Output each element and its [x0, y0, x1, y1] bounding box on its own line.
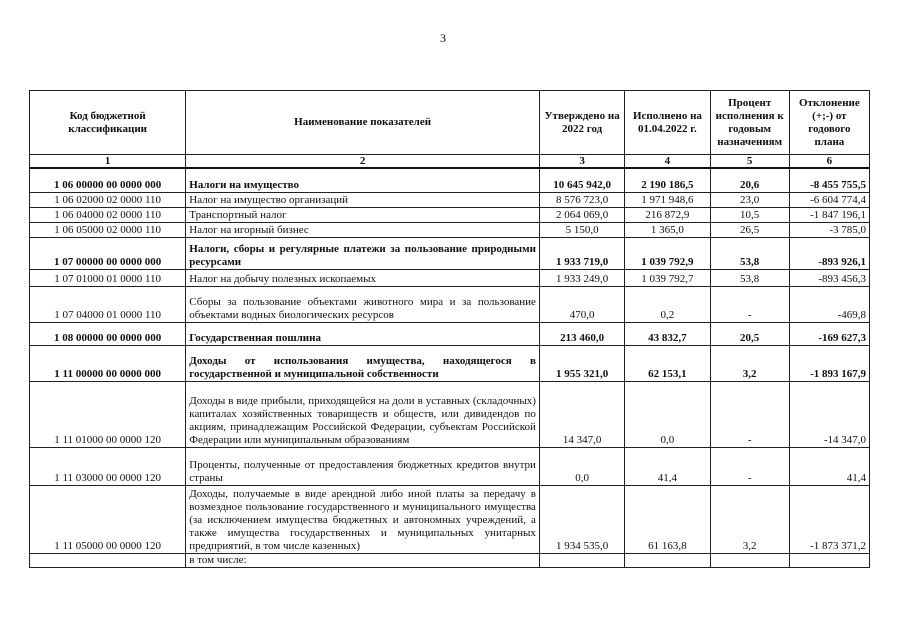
code-cell: 1 11 00000 00 0000 000 — [30, 345, 186, 381]
approved-cell: 213 460,0 — [539, 322, 624, 345]
percent-cell: 10,5 — [710, 207, 789, 222]
table-row — [30, 192, 870, 207]
executed-cell: 0,0 — [625, 381, 710, 447]
budget-table — [29, 90, 870, 568]
page-number: 3 — [440, 31, 446, 45]
percent-cell: - — [710, 286, 789, 322]
name-cell: Доходы в виде прибыли, приходящейся на доли в уставных (складочных) капиталах хозяйственных товариществ и обществ, или дивидендов по акциям, принадлежащим Российской Федерации, субъектам Российской Федерации или муниципальным образованиям — [186, 381, 540, 447]
approved-cell: 10 645 942,0 — [539, 168, 624, 192]
executed-cell: 1 039 792,9 — [625, 237, 710, 269]
code-cell: 1 11 05000 00 0000 120 — [30, 485, 186, 553]
table-row — [30, 322, 870, 345]
executed-cell: 61 163,8 — [625, 485, 710, 553]
table-row — [30, 485, 870, 553]
approved-cell: 14 347,0 — [539, 381, 624, 447]
table-row — [30, 345, 870, 381]
name-cell: Налог на имущество организаций — [186, 192, 540, 207]
header-row — [30, 91, 870, 155]
header-approved: Утверждено на 2022 год — [539, 91, 624, 155]
header-executed: Исполнено на 01.04.2022 г. — [625, 91, 710, 155]
header-code: Код бюджетной классификации — [30, 91, 186, 155]
executed-cell: 1 365,0 — [625, 222, 710, 237]
deviation-cell: -469,8 — [789, 286, 869, 322]
table-row — [30, 447, 870, 485]
percent-cell: - — [710, 447, 789, 485]
code-cell: 1 11 03000 00 0000 120 — [30, 447, 186, 485]
executed-cell: 0,2 — [625, 286, 710, 322]
executed-cell: 216 872,9 — [625, 207, 710, 222]
code-cell: 1 06 00000 00 0000 000 — [30, 168, 186, 192]
table-row — [30, 237, 870, 269]
deviation-cell: -893 456,3 — [789, 269, 869, 286]
table-row — [30, 168, 870, 192]
code-cell: 1 08 00000 00 0000 000 — [30, 322, 186, 345]
name-cell: Транспортный налог — [186, 207, 540, 222]
approved-cell: 1 933 719,0 — [539, 237, 624, 269]
header-percent: Процент исполнения к годовым назначениям — [710, 91, 789, 155]
executed-cell: 2 190 186,5 — [625, 168, 710, 192]
table-row — [30, 207, 870, 222]
name-cell: Проценты, полученные от предоставления бюджетных кредитов внутри страны — [186, 447, 540, 485]
table-row — [30, 222, 870, 237]
deviation-cell: -14 347,0 — [789, 381, 869, 447]
code-cell — [30, 553, 186, 567]
approved-cell: 5 150,0 — [539, 222, 624, 237]
deviation-cell: -1 893 167,9 — [789, 345, 869, 381]
name-cell: Налоги на имущество — [186, 168, 540, 192]
table-row — [30, 269, 870, 286]
name-cell: Доходы, получаемые в виде арендной либо иной платы за передачу в возмездное пользование государственного и муниципального имущества (за исключением имущества бюджетных и автономных учреждений, а также имущества государственных и муниципальных унитарных предприятий, в том числе казенных) — [186, 485, 540, 553]
percent-cell: 20,6 — [710, 168, 789, 192]
name-cell: в том числе: — [186, 553, 540, 567]
column-number: 5 — [710, 155, 789, 169]
code-cell: 1 07 01000 01 0000 110 — [30, 269, 186, 286]
executed-cell: 62 153,1 — [625, 345, 710, 381]
table-row — [30, 381, 870, 447]
deviation-cell: -8 455 755,5 — [789, 168, 869, 192]
header-name: Наименование показателей — [186, 91, 540, 155]
table-row — [30, 553, 870, 567]
approved-cell: 1 934 535,0 — [539, 485, 624, 553]
deviation-cell: -169 627,3 — [789, 322, 869, 345]
code-cell: 1 07 04000 01 0000 110 — [30, 286, 186, 322]
approved-cell — [539, 553, 624, 567]
deviation-cell: -893 926,1 — [789, 237, 869, 269]
name-cell: Налоги, сборы и регулярные платежи за пользование природными ресурсами — [186, 237, 540, 269]
header-deviation: Отклонение (+;-) от годового плана — [789, 91, 869, 155]
code-cell: 1 06 02000 02 0000 110 — [30, 192, 186, 207]
approved-cell: 0,0 — [539, 447, 624, 485]
deviation-cell: -1 847 196,1 — [789, 207, 869, 222]
percent-cell: 53,8 — [710, 269, 789, 286]
deviation-cell: 41,4 — [789, 447, 869, 485]
column-number: 6 — [789, 155, 869, 169]
column-number: 4 — [625, 155, 710, 169]
executed-cell — [625, 553, 710, 567]
approved-cell: 1 955 321,0 — [539, 345, 624, 381]
percent-cell: 3,2 — [710, 485, 789, 553]
percent-cell: 26,5 — [710, 222, 789, 237]
column-number-row — [30, 155, 870, 169]
percent-cell — [710, 553, 789, 567]
approved-cell: 8 576 723,0 — [539, 192, 624, 207]
name-cell: Государственная пошлина — [186, 322, 540, 345]
approved-cell: 470,0 — [539, 286, 624, 322]
approved-cell: 1 933 249,0 — [539, 269, 624, 286]
code-cell: 1 06 04000 02 0000 110 — [30, 207, 186, 222]
executed-cell: 1 971 948,6 — [625, 192, 710, 207]
code-cell: 1 06 05000 02 0000 110 — [30, 222, 186, 237]
deviation-cell: -1 873 371,2 — [789, 485, 869, 553]
deviation-cell: -6 604 774,4 — [789, 192, 869, 207]
column-number: 2 — [186, 155, 540, 169]
executed-cell: 43 832,7 — [625, 322, 710, 345]
percent-cell: 3,2 — [710, 345, 789, 381]
code-cell: 1 07 00000 00 0000 000 — [30, 237, 186, 269]
executed-cell: 1 039 792,7 — [625, 269, 710, 286]
name-cell: Сборы за пользование объектами животного мира и за пользование объектами водных биологических ресурсов — [186, 286, 540, 322]
percent-cell: 20,5 — [710, 322, 789, 345]
code-cell: 1 11 01000 00 0000 120 — [30, 381, 186, 447]
deviation-cell: -3 785,0 — [789, 222, 869, 237]
approved-cell: 2 064 069,0 — [539, 207, 624, 222]
name-cell: Налог на добычу полезных ископаемых — [186, 269, 540, 286]
percent-cell: - — [710, 381, 789, 447]
table-body — [30, 168, 870, 567]
percent-cell: 53,8 — [710, 237, 789, 269]
deviation-cell — [789, 553, 869, 567]
column-number: 1 — [30, 155, 186, 169]
table-row — [30, 286, 870, 322]
name-cell: Доходы от использования имущества, находящегося в государственной и муниципальной собственности — [186, 345, 540, 381]
column-number: 3 — [539, 155, 624, 169]
percent-cell: 23,0 — [710, 192, 789, 207]
executed-cell: 41,4 — [625, 447, 710, 485]
name-cell: Налог на игорный бизнес — [186, 222, 540, 237]
